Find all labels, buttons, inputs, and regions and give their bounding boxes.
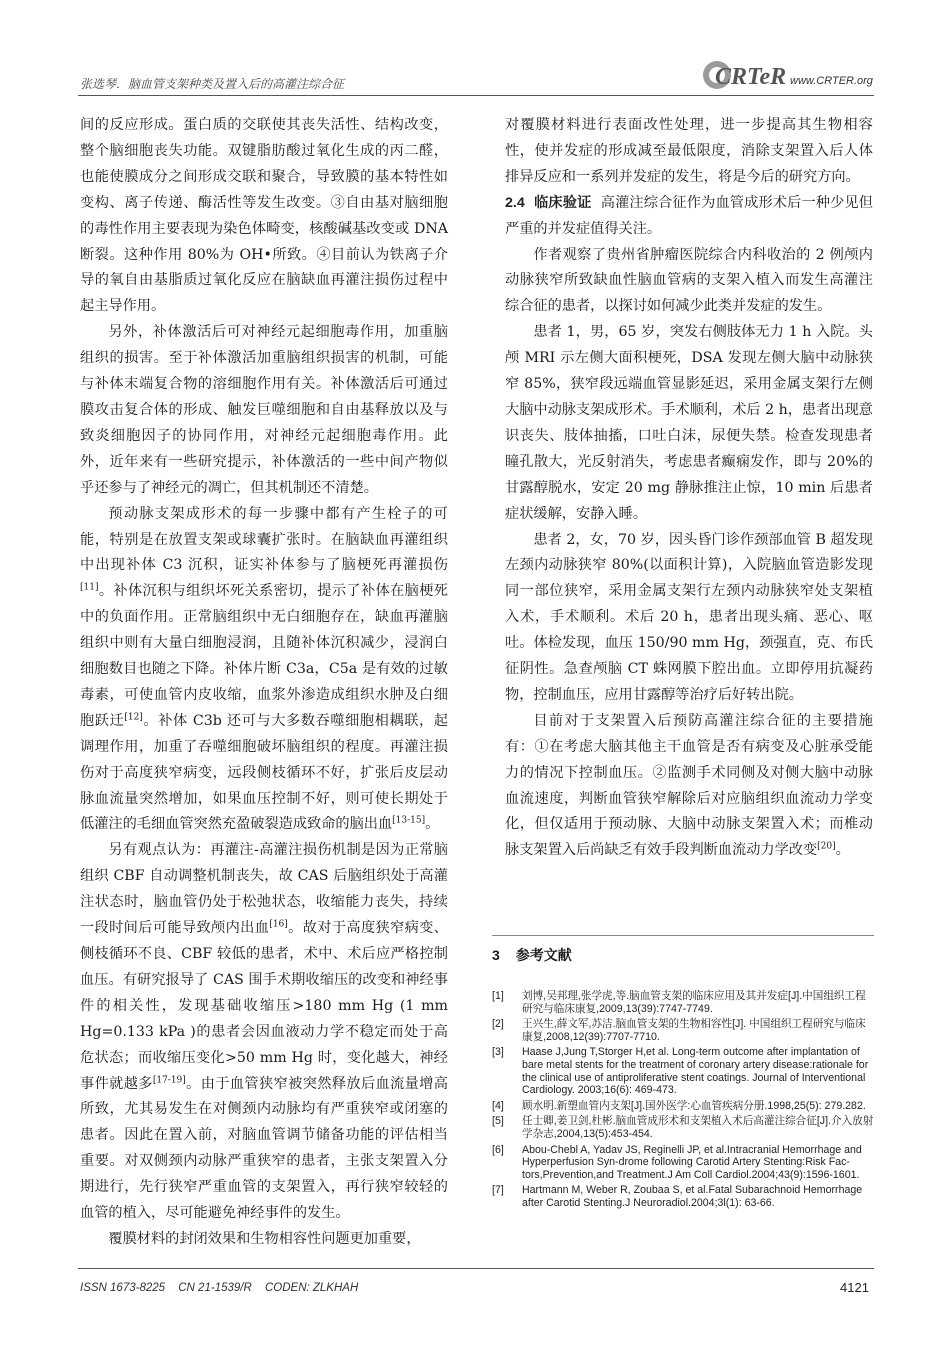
reference-item: [4] 顾水明.新塑血管内支架[J].国外医学:心血管疾病分册.1998,25(5): 279.282. <box>492 1099 866 1112</box>
paragraph: 覆膜材料的封闭效果和生物相容性问题更加重要， <box>108 1230 421 1247</box>
references-heading: 3 参考文献 <box>492 947 572 963</box>
paragraph: 另外，补体激活后可对神经元起细胞毒作用，加重脑组织的损害。至于补体激活加重脑组织损害的机制，可能与补体末端复合物的溶细胞作用有关。补体激活后可通过膜攻击复合体的形成、触发巨噬细胞和自由基释放以及与致炎细胞因子的协同作用，对神经元起细胞毒作用。此外，近年来有一些研究提示，补体激活的一些中间产物似乎还参与了神经元的凋亡，但其机制还不清楚。 <box>80 324 448 496</box>
citation: [13-15] <box>392 815 426 826</box>
cn-number: CN 21-1539/R <box>178 1282 252 1294</box>
paragraph: 患者 2，女，70 岁，因头昏门诊作颈部血管 B 超发现左颈内动脉狭窄 80%(以面积计算)，入院脑血管造影发现同一部位狭窄，采用金属支架行左颈内动脉狭窄处支架植入术，手术顺利。术后 20 h，患者出现头痛、恶心、呕吐。体检发现，血压 150/90 mm Hg，颈强直，克、布氏征阴性。急查颅脑 CT 蛛网膜下腔出血。立即停用抗凝药物，控制血压，应用甘露醇等治疗后好转出院。 <box>505 531 873 703</box>
journal-url: www.CRTER.org <box>790 75 873 87</box>
right-column <box>505 113 873 864</box>
reference-item: [7] Hartmann M, Weber R, Zoubaa S, et al.Fatal Subarachnoid Hemorrhage after Carotid Stenting.J Neuroradiol.2004;3l(1): 63-66. <box>492 1184 863 1209</box>
reference-item: [5] 任士卿,姜卫剑,杜彬.脑血管成形术和支架植入术后高灌注综合征[J].介入放射学杂志,2004,13(5):453-454. <box>492 1115 874 1140</box>
citation: [11] <box>80 582 99 593</box>
paragraph: 患者 1，男，65 岁，突发右侧肢体无力 1 h 入院。头颅 MRI 示左侧大面积梗死，DSA 发现左侧大脑中动脉狭窄 85%，狭窄段远端血管显影延迟，采用金属支架行左侧大脑中动脉支架成形术。手术顺利，术后 2 h，患者出现意识丧失、肢体抽搐，口吐白沫，尿便失禁。检查发现患者瞳孔散大，光反射消失，考虑患者癫痫发作，即与 20%的甘露醇脱水，安定 20 mg 静脉推注止惊，10 min 后患者症状缓解，安静入睡。 <box>505 324 873 522</box>
citation: [20] <box>817 841 836 852</box>
reference-item: [2] 王兴生,薛文军,苏洁.脑血管支架的生物相容性[J]. 中国组织工程研究与临床康复,2008,12(39):7707-7710. <box>492 1018 866 1043</box>
references-rule <box>492 935 874 936</box>
paragraph: 另有观点认为：再灌注-高灌注损伤机制是因为正常脑组织 CBF 自动调整机制丧失，故 CAS 后脑组织处于高灌注状态时，脑血管仍处于松弛状态，收缩能力丧失，持续一段时间后可能导致颅内出血[16]。故对于高度狭窄病变、侧枝循环不良、CBF 较低的患者，术中、术后应严格控制血压。有研究报导了 CAS 围手术期收缩压的改变和神经事件的相关性，发现基础收缩压>180 mm Hg (1 mm Hg=0.133 kPa )的患者会因血液动力学不稳定而处于高危状态；而收缩压变化>50 mm Hg 时，变化越大，神经事件就越多[17-19]。由于血管狭窄被突然释放后血流量增高所致，尤其易发生在对侧颈内动脉均有严重狭窄或闭塞的患者。因此在置入前，对脑血管调节储备功能的评估相当重要。对双侧颈内动脉严重狭窄的患者，主张支架置入分期进行，先行狭窄严重血管的支架置入，再行狭窄较轻的血管的植入，尽可能避免神经事件的发生。 <box>80 842 448 1222</box>
citation: [16] <box>269 919 288 930</box>
header-rule <box>78 95 874 96</box>
reference-item: [3] Haase J,Jung T,Storger H,et al. Long-term outcome after implantation of bare metal stents for the treatment of coronary artery disease:rationale for the clinical use of antiproliferative stent coatings. Journal of Interventional Cardiology. 2003;16(6): 469-473. <box>492 1046 869 1097</box>
section-title: 临床验证 <box>534 194 592 211</box>
reference-item: [1] 刘博,吴邦理,张学虎,等.脑血管支架的临床应用及其并发症[J].中国组织工程研究与临床康复,2009,13(39):7747-7749. <box>492 990 866 1015</box>
paragraph: 对覆膜材料进行表面改性处理，进一步提高其生物相容性，使并发症的形成减至最低限度，消除支架置入后人体排异反应和一系列并发症的发生，将是今后的研究方向。 <box>505 117 873 185</box>
reference-item: [6] Abou-Chebl A, Yadav JS, Reginelli JP, et al.Intracranial Hemorrhage and Hyperperfusion Syn-drome following Carotid Artery Stenting:Risk Fac-tors,Prevention,and Treatment.J Am Coll Cardiol.2004;43(9):1596-1601. <box>492 1143 862 1181</box>
paragraph: 目前对于支架置入后预防高灌注综合征的主要措施有：①在考虑大脑其他主干血管是否有病变及心脏承受能力的情况下控制血压。②监测手术同侧及对侧大脑中动脉血流速度，判断血管狭窄解除后对应脑组织血流动力学变化，但仅适用于预动脉、大脑中动脉支架置入术；而椎动脉支架置入后尚缺乏有效手段判断血流动力学改变[20]。 <box>505 712 873 859</box>
citation: [17-19] <box>152 1074 186 1085</box>
running-header-author-title: 张选琴．脑血管支架种类及置入后的高灌注综合征 <box>80 77 345 91</box>
citation: [12] <box>124 712 143 723</box>
footer-rule <box>78 1268 874 1269</box>
paragraph: 间的反应形成。蛋白质的交联使其丧失活性、结构改变，整个脑细胞丧失功能。双键脂肪酸过氧化生成的丙二醛，也能使膜成分之间形成交联和聚合，导致膜的基本特性如变构、离子传递、酶活性等发生改变。③自由基对脑细胞的毒性作用主要表现为染色体畸变，核酸碱基改变或 DNA 断裂。这种作用 80%为 OH•所致。④目前认为铁离子介导的氧自由基脂质过氧化反应在脑缺血再灌注损伤过程中起主导作用。 <box>80 117 448 315</box>
section-2-4: 2.4 临床验证 高灌注综合征作为血管成形术后一种少见但严重的并发症值得关注。 <box>505 194 873 237</box>
coden: CODEN: ZLKHAH <box>264 1282 359 1294</box>
journal-logo-text: CRTeR <box>715 64 787 90</box>
paragraph: 作者观察了贵州省肿瘤医院综合内科收治的 2 例颅内动脉狭窄所致缺血性脑血管病的支架入植入而发生高灌注综合征的患者，以探讨如何减少此类并发症的发生。 <box>505 246 873 315</box>
footer-codes <box>80 1282 368 1294</box>
page-number: 4121 <box>840 1280 869 1295</box>
paragraph: 预动脉支架成形术的每一步骤中都有产生栓子的可能，特别是在放置支架或球囊扩张时。在脑缺血再灌组织中出现补体 C3 沉积，证实补体参与了脑梗死再灌损伤[11]。补体沉积与组织坏死关系密切，提示了补体在脑梗死中的负面作用。正常脑组织中无白细胞存在，缺血再灌脑组织中则有大量白细胞浸润，且随补体沉积减少，浸润白细胞数目也随之下降。补体片断 C3a，C5a 是有效的过敏毒素，可使血管内皮收缩，血浆外渗造成组织水肿及白细胞跃迁[12]。补体 C3b 还可与大多数吞噬细胞相耦联，起调理作用，加重了吞噬细胞破坏脑组织的程度。再灌注损伤对于高度狭窄病变，远段侧枝循环不好，扩张后皮层动脉血流量突然增加，如果血压控制不好，则可使长期处于低灌注的毛细血管突然充盈破裂造成致命的脑出血[13-15]。 <box>80 505 448 833</box>
left-column <box>80 113 448 1253</box>
journal-logo <box>695 57 795 93</box>
reference-list <box>492 990 874 1213</box>
section-number: 2.4 <box>505 194 525 211</box>
issn: ISSN 1673-8225 <box>80 1282 166 1294</box>
